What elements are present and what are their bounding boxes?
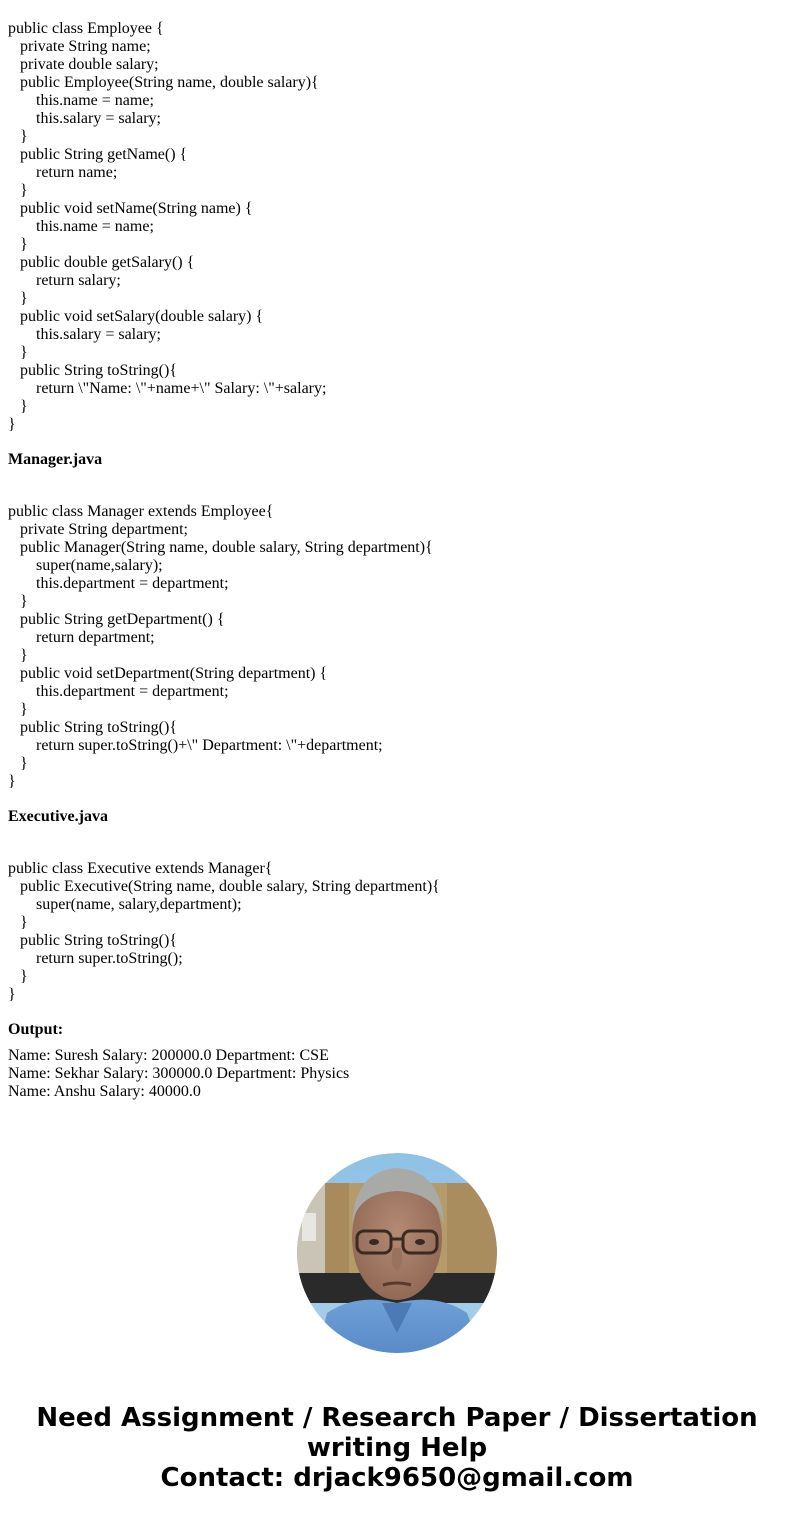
code-line: public String toString(){ [20, 932, 178, 949]
code-line: public Manager(String name, double salary, String department){ [20, 539, 433, 556]
code-line: } [20, 647, 28, 664]
avatar [297, 1153, 497, 1353]
code-line: } [20, 755, 28, 772]
code-line: public String toString(){ [20, 362, 178, 379]
footer-line-2: writing Help [306, 1433, 488, 1463]
footer-line-1: Need Assignment / Research Paper / Dissertation [36, 1403, 758, 1433]
code-line: } [8, 986, 16, 1003]
code-line: public class Employee { [8, 20, 164, 37]
code-line: public void setSalary(double salary) { [20, 308, 264, 325]
code-line: this.name = name; [36, 218, 154, 235]
code-line: private double salary; [20, 56, 159, 73]
code-line: return super.toString()+\" Department: \"+department; [36, 737, 383, 754]
document-content [8, 20, 788, 1101]
code-line: } [20, 344, 28, 361]
code-line: super(name, salary,department); [36, 896, 242, 913]
code-line: } [20, 398, 28, 415]
code-line: return department; [36, 629, 155, 646]
code-line: } [20, 593, 28, 610]
code-line: } [20, 290, 28, 307]
code-line: public String toString(){ [20, 719, 178, 736]
code-line: } [20, 914, 28, 931]
manager-java-code [8, 503, 788, 791]
code-line: return \"Name: \"+name+\" Salary: \"+salary; [36, 380, 327, 397]
code-line: public class Executive extends Manager{ [8, 860, 273, 877]
output-heading: Output: [8, 1021, 64, 1038]
code-line: public class Manager extends Employee{ [8, 503, 274, 520]
code-line: public Employee(String name, double salary){ [20, 74, 319, 91]
code-line: public Executive(String name, double salary, String department){ [20, 878, 440, 895]
code-line: } [8, 773, 16, 790]
code-line: return super.toString(); [36, 950, 183, 967]
executive-java-heading: Executive.java [8, 808, 108, 825]
code-line: public String getName() { [20, 146, 188, 163]
code-line: return salary; [36, 272, 121, 289]
code-line: this.salary = salary; [36, 110, 161, 127]
output-line: Name: Sekhar Salary: 300000.0 Department: Physics [8, 1065, 350, 1082]
code-line: } [20, 182, 28, 199]
code-line: } [20, 968, 28, 985]
executive-java-code [8, 860, 788, 1004]
code-line: this.department = department; [36, 575, 229, 592]
code-line: public double getSalary() { [20, 254, 195, 271]
output-line: Name: Suresh Salary: 200000.0 Department: CSE [8, 1047, 329, 1064]
code-line: } [20, 701, 28, 718]
employee-java-code [8, 20, 788, 434]
code-line: public void setName(String name) { [20, 200, 253, 217]
code-line: } [20, 236, 28, 253]
footer-contact-email: Contact: drjack9650@gmail.com [160, 1463, 634, 1493]
portrait-photo-icon [297, 1153, 497, 1353]
code-line: return name; [36, 164, 118, 181]
code-line: super(name,salary); [36, 557, 163, 574]
code-line: this.department = department; [36, 683, 229, 700]
program-output [8, 1047, 788, 1101]
manager-java-heading: Manager.java [8, 451, 103, 468]
code-line: this.name = name; [36, 92, 154, 109]
contact-banner [0, 1403, 794, 1493]
code-line: } [8, 416, 16, 433]
code-line: private String department; [20, 521, 188, 538]
code-line: } [20, 128, 28, 145]
output-line: Name: Anshu Salary: 40000.0 [8, 1083, 201, 1100]
code-line: public void setDepartment(String department) { [20, 665, 328, 682]
code-line: private String name; [20, 38, 151, 55]
code-line: this.salary = salary; [36, 326, 161, 343]
code-line: public String getDepartment() { [20, 611, 225, 628]
